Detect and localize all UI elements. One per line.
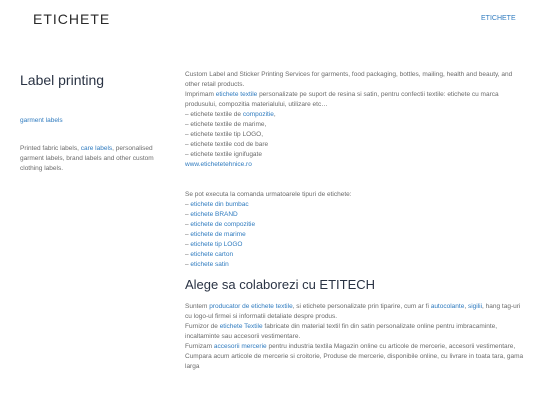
autocolante-link[interactable]: autocolante [430, 303, 465, 310]
p2-b: fabricate din material textil fin din satin personalizate online pentru imbracaminte, incaltaminte sau accesorii vestimentare. [185, 323, 498, 340]
sidebar-text-after: , personalised garment labels, brand labels and other custom clothing labels. [20, 145, 154, 172]
dash: – [185, 231, 191, 238]
website-line [185, 160, 525, 170]
producator-link[interactable]: producator de etichete textile [209, 303, 293, 310]
sidebar-text-before: Printed fabric labels, [20, 145, 81, 152]
textile-intro [185, 90, 525, 110]
paragraph-accessories [185, 342, 525, 372]
dash: – [185, 201, 191, 208]
nav-link-etichete[interactable]: ETICHETE [481, 15, 516, 22]
p1-c: , [464, 303, 468, 310]
list-item: – etichete textile tip LOGO, [185, 131, 264, 138]
care-labels-link[interactable]: care labels [80, 145, 113, 152]
sigilii-link[interactable]: sigilii [467, 303, 483, 310]
label-type-link[interactable]: etichete tip LOGO [190, 241, 243, 248]
list-item: – etichete textile de marime, [185, 121, 267, 128]
sidebar-description [20, 144, 170, 174]
list-item: – etichete textile cod de bare [185, 141, 269, 148]
label-type-link[interactable]: etichete satin [190, 261, 229, 268]
label-types-intro: Se pot executa la comanda urmatoarele tipuri de etichete: [185, 191, 352, 198]
item1-after: , [273, 111, 276, 118]
p1-a: Suntem [185, 303, 210, 310]
p3-b: pentru industria textila Magazin online cu articole de mercerie, accesorii vestimentare, Cumpara acum articole de mercerie si croitorie, Produse de mercerie, disponibile online, cu livrare in toata tara, gama larga [185, 343, 524, 370]
list-item [185, 110, 525, 120]
accesorii-mercerie-link[interactable]: accesorii mercerie [213, 343, 267, 350]
p1-d: , hang tag-uri cu logo-ul firmei si informatii detaliate despre produs. [185, 303, 521, 320]
list-item: – etichete textile ignifugate [185, 151, 262, 158]
p3-a: Furnizam [185, 343, 214, 350]
sidebar [20, 72, 170, 174]
dash: – [185, 241, 191, 248]
list-item [185, 200, 525, 210]
page-title: Label printing [20, 72, 105, 88]
textile-labels-block [185, 90, 525, 170]
list-item [185, 230, 525, 240]
list-item [185, 210, 525, 220]
label-type-link[interactable]: etichete carton [190, 251, 234, 258]
list-item [185, 250, 525, 260]
site-title[interactable]: ETICHETE [33, 11, 111, 27]
compozitie-link[interactable]: compozitie [242, 111, 274, 118]
dash: – [185, 251, 191, 258]
item1-before: – etichete textile de [185, 111, 243, 118]
label-types-block [185, 190, 525, 270]
paragraph-supplier [185, 322, 525, 342]
label-type-link[interactable]: etichete din bumbac [190, 201, 249, 208]
dash: – [185, 261, 191, 268]
website-link[interactable]: www.etichetetehnice.ro [185, 161, 252, 168]
list-item [185, 260, 525, 270]
textile-intro-b: personalizate pe suport de resina si satin, pentru confectii textile: etichete cu marca produsului, compozitia materialului, utilizare etc… [185, 91, 499, 108]
paragraph-producer [185, 302, 525, 322]
textile-intro-a: Imprimam [185, 91, 216, 98]
label-type-link[interactable]: etichete BRAND [190, 211, 238, 218]
dash: – [185, 221, 191, 228]
main-content [185, 70, 525, 372]
garment-labels-link[interactable]: garment labels [20, 117, 63, 124]
dash: – [185, 211, 191, 218]
list-item [185, 220, 525, 230]
label-type-link[interactable]: etichete de compozitie [190, 221, 256, 228]
p2-a: Furnizor de [185, 323, 220, 330]
intro-text: Custom Label and Sticker Printing Services for garments, food packaging, bottles, mailing, health and beauty, and other retail products. [185, 71, 513, 88]
list-item [185, 240, 525, 250]
section-title: Alege sa colaborezi cu ETITECH [185, 277, 376, 292]
etichete-textile-link-2[interactable]: etichete Textile [219, 323, 263, 330]
label-type-link[interactable]: etichete de marime [190, 231, 246, 238]
p1-b: , si etichete personalizate prin tiparire, cum ar fi [292, 303, 431, 310]
etichete-textile-link[interactable]: etichete textile [215, 91, 258, 98]
